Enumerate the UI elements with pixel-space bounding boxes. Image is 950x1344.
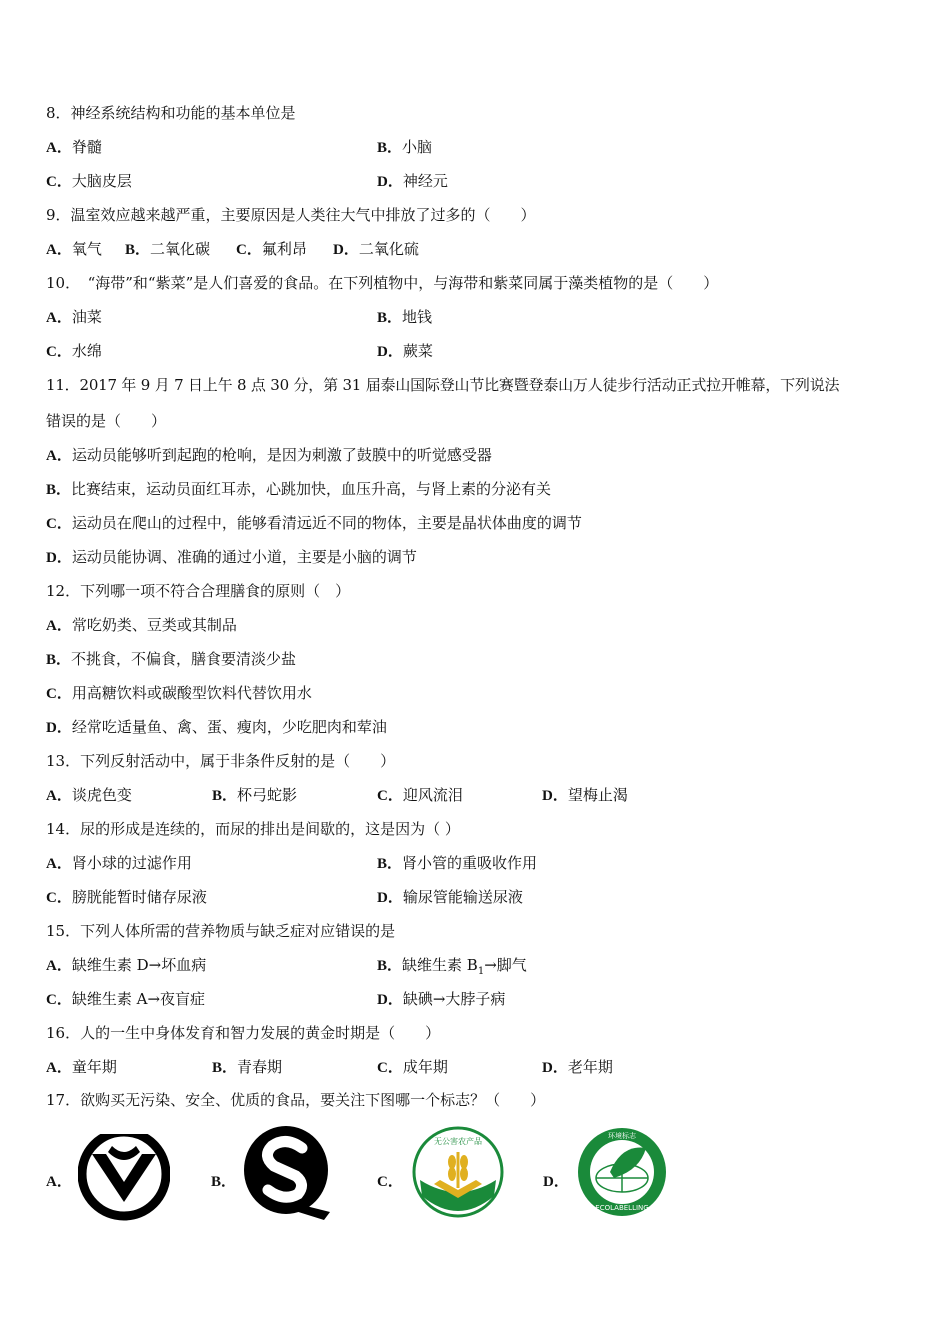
q10-option-a xyxy=(46,307,102,328)
q12-option-a xyxy=(46,615,237,636)
q12-option-b xyxy=(46,649,296,670)
option-label: A． xyxy=(46,958,72,974)
option-label: C． xyxy=(46,686,72,702)
option-text: 成年期 xyxy=(402,1058,448,1076)
option-text: 运动员能协调、准确的通过小道，主要是小脑的调节 xyxy=(71,548,417,566)
option-text: 大脑皮层 xyxy=(71,172,132,190)
q12-stem: 12．下列哪一项不符合合理膳食的原则（ ） xyxy=(46,582,351,600)
q10-option-c xyxy=(46,341,102,362)
option-text: 氟利昂 xyxy=(261,240,307,258)
option-label: B． xyxy=(125,242,151,258)
option-text: 膀胱能暂时储存尿液 xyxy=(71,888,207,906)
q14-option-c xyxy=(46,887,207,908)
option-text: 地钱 xyxy=(402,308,433,326)
q11-stem-line2: 错误的是（ ） xyxy=(46,412,167,430)
option-text: 神经元 xyxy=(402,172,448,190)
q9-stem: 9．温室效应越来越严重，主要原因是人类往大气中排放了过多的（ ） xyxy=(46,206,536,224)
q9-option-d xyxy=(333,239,419,260)
option-label: C． xyxy=(46,890,72,906)
pollution-free-product-logo xyxy=(410,1122,506,1222)
q13-stem: 13．下列反射活动中，属于非条件反射的是（ ） xyxy=(46,752,396,770)
option-text: 脊髓 xyxy=(71,138,102,156)
option-text: 缺维生素 A→夜盲症 xyxy=(71,990,206,1008)
option-text: 缺维生素 D→坏血病 xyxy=(71,956,207,974)
option-text: 缺碘→大脖子病 xyxy=(402,990,506,1008)
option-text: 迎风流泪 xyxy=(402,786,463,804)
option-label: A． xyxy=(46,140,72,156)
q17-option-b-label: B． xyxy=(211,1174,237,1190)
option-text: 杯弓蛇影 xyxy=(237,786,298,804)
q15-option-a xyxy=(46,955,206,976)
option-text: 用高糖饮料或碳酸型饮料代替饮用水 xyxy=(71,684,312,702)
q14-stem: 14．尿的形成是连续的，而尿的排出是间歇的，这是因为（ ） xyxy=(46,820,460,838)
option-text: 常吃奶类、豆类或其制品 xyxy=(71,616,237,634)
logo-wheat-grain xyxy=(448,1167,456,1181)
q11-stem-line1: 11．2017 年 9 月 7 日上午 8 点 30 分，第 31 届泰山国际登山节比赛暨登泰山万人徒步行活动正式拉开帷幕，下列说法 xyxy=(46,376,840,394)
quality-certification-logo xyxy=(78,1122,170,1222)
q16-option-a xyxy=(46,1057,117,1078)
option-text: 不挑食，不偏食，膳食要清淡少盐 xyxy=(71,650,297,668)
option-label: B． xyxy=(212,788,238,804)
qs-safety-logo xyxy=(240,1122,332,1222)
q14-option-b xyxy=(377,853,537,874)
option-label: D． xyxy=(377,992,403,1008)
option-text: 水绵 xyxy=(71,342,102,360)
q11-option-d xyxy=(46,547,417,568)
logo-ring xyxy=(82,1132,166,1216)
option-label: D． xyxy=(542,788,568,804)
option-label: A． xyxy=(46,856,72,872)
option-label: C． xyxy=(46,992,72,1008)
q8-option-a xyxy=(46,137,102,158)
option-text: 蕨菜 xyxy=(402,342,433,360)
option-label: C． xyxy=(46,174,72,190)
q16-option-b xyxy=(212,1057,282,1078)
option-label: A． xyxy=(46,242,72,258)
option-label: A． xyxy=(46,448,72,464)
option-text: 比赛结束，运动员面红耳赤，心跳加快，血压升高，与肾上素的分泌有关 xyxy=(71,480,552,498)
q12-option-d xyxy=(46,717,387,738)
option-label: B． xyxy=(377,856,403,872)
q9-option-a xyxy=(46,239,102,260)
logo-inner-arc xyxy=(108,1146,140,1160)
option-label: C． xyxy=(46,516,72,532)
q15-stem: 15．下列人体所需的营养物质与缺乏症对应错误的是 xyxy=(46,922,396,940)
logo-gap xyxy=(98,1124,150,1134)
option-text: 望梅止渴 xyxy=(567,786,628,804)
option-label: D． xyxy=(377,174,403,190)
option-text: 输尿管能输送尿液 xyxy=(402,888,523,906)
q11-option-b xyxy=(46,479,551,500)
q16-stem: 16．人的一生中身体发育和智力发展的黄金时期是（ ） xyxy=(46,1024,441,1042)
option-text: 谈虎色变 xyxy=(71,786,132,804)
q13-option-b xyxy=(212,785,297,806)
option-text: 经常吃适量鱼、禽、蛋、瘦肉，少吃肥肉和荤油 xyxy=(71,718,387,736)
option-text: 童年期 xyxy=(71,1058,117,1076)
option-label: B． xyxy=(377,310,403,326)
q11-option-a xyxy=(46,445,492,466)
option-text: 肾小管的重吸收作用 xyxy=(402,854,538,872)
q17-option-a-label: A． xyxy=(46,1174,72,1190)
option-label: B． xyxy=(377,958,403,974)
q8-stem: 8．神经系统结构和功能的基本单位是 xyxy=(46,104,296,122)
option-text: 青春期 xyxy=(237,1058,283,1076)
option-label: D． xyxy=(333,242,359,258)
option-text: 小脑 xyxy=(402,138,433,156)
logo-ecolabel-cn: 环境标志 xyxy=(608,1132,636,1140)
q17-stem: 17．欲购买无污染、安全、优质的食品，要关注下图哪一个标志？（ ） xyxy=(46,1091,546,1109)
option-text: 运动员能够听到起跑的枪响，是因为刺激了鼓膜中的听觉感受器 xyxy=(71,446,492,464)
logo-caption: 无公害农产品 xyxy=(434,1137,482,1146)
q11-option-c xyxy=(46,513,582,534)
logo-v-mark xyxy=(92,1154,156,1202)
q15-option-b xyxy=(377,955,527,982)
option-label: D． xyxy=(542,1060,568,1076)
option-text: 缺维生素 B xyxy=(402,956,478,974)
q10-stem: 10． “海带”和“紫菜”是人们喜爱的食品。在下列植物中，与海带和紫菜同属于藻类植物的是（ ） xyxy=(46,274,719,292)
q17-option-d-label: D． xyxy=(543,1174,569,1190)
option-label: A． xyxy=(46,1060,72,1076)
q13-option-d xyxy=(542,785,628,806)
logo-wheat-grain xyxy=(460,1155,468,1169)
environmental-label-logo xyxy=(574,1122,670,1222)
q10-option-b xyxy=(377,307,432,328)
option-text: 运动员在爬山的过程中，能够看清远近不同的物体，主要是晶状体曲度的调节 xyxy=(71,514,582,532)
q17-option-c-label: C． xyxy=(377,1174,403,1190)
option-label: B． xyxy=(212,1060,238,1076)
option-label: B． xyxy=(377,140,403,156)
logo-ecolabel-text: ECOLABELLING xyxy=(595,1204,649,1212)
q8-option-b xyxy=(377,137,432,158)
subscript: 1 xyxy=(477,966,485,977)
option-text: 油菜 xyxy=(71,308,102,326)
option-text: 老年期 xyxy=(567,1058,613,1076)
option-text: 二氧化硫 xyxy=(358,240,419,258)
option-label: A． xyxy=(46,618,72,634)
option-label: C． xyxy=(46,344,72,360)
q13-option-c xyxy=(377,785,463,806)
q10-option-d xyxy=(377,341,433,362)
q8-option-c xyxy=(46,171,132,192)
q16-option-c xyxy=(377,1057,448,1078)
option-label: A． xyxy=(46,788,72,804)
q9-option-b xyxy=(125,239,210,260)
q14-option-a xyxy=(46,853,192,874)
q15-option-c xyxy=(46,989,205,1010)
option-label: A． xyxy=(46,310,72,326)
q17-logo-row xyxy=(0,1122,950,1232)
q8-option-d xyxy=(377,171,448,192)
option-label: B． xyxy=(46,482,72,498)
option-text: 肾小球的过滤作用 xyxy=(71,854,192,872)
option-text: 氧气 xyxy=(71,240,102,258)
option-label: D． xyxy=(46,550,72,566)
option-label: C． xyxy=(236,242,262,258)
option-label: D． xyxy=(377,890,403,906)
q15-option-d xyxy=(377,989,505,1010)
option-text: 二氧化碳 xyxy=(150,240,211,258)
q14-option-d xyxy=(377,887,523,908)
q12-option-c xyxy=(46,683,312,704)
logo-wheat-grain xyxy=(460,1167,468,1181)
logo-wheat-grain xyxy=(448,1155,456,1169)
option-label: D． xyxy=(46,720,72,736)
option-text-tail: →脚气 xyxy=(484,956,527,974)
option-label: C． xyxy=(377,1060,403,1076)
q9-option-c xyxy=(236,239,307,260)
option-label: D． xyxy=(377,344,403,360)
q16-option-d xyxy=(542,1057,613,1078)
option-label: B． xyxy=(46,652,72,668)
q13-option-a xyxy=(46,785,132,806)
option-label: C． xyxy=(377,788,403,804)
